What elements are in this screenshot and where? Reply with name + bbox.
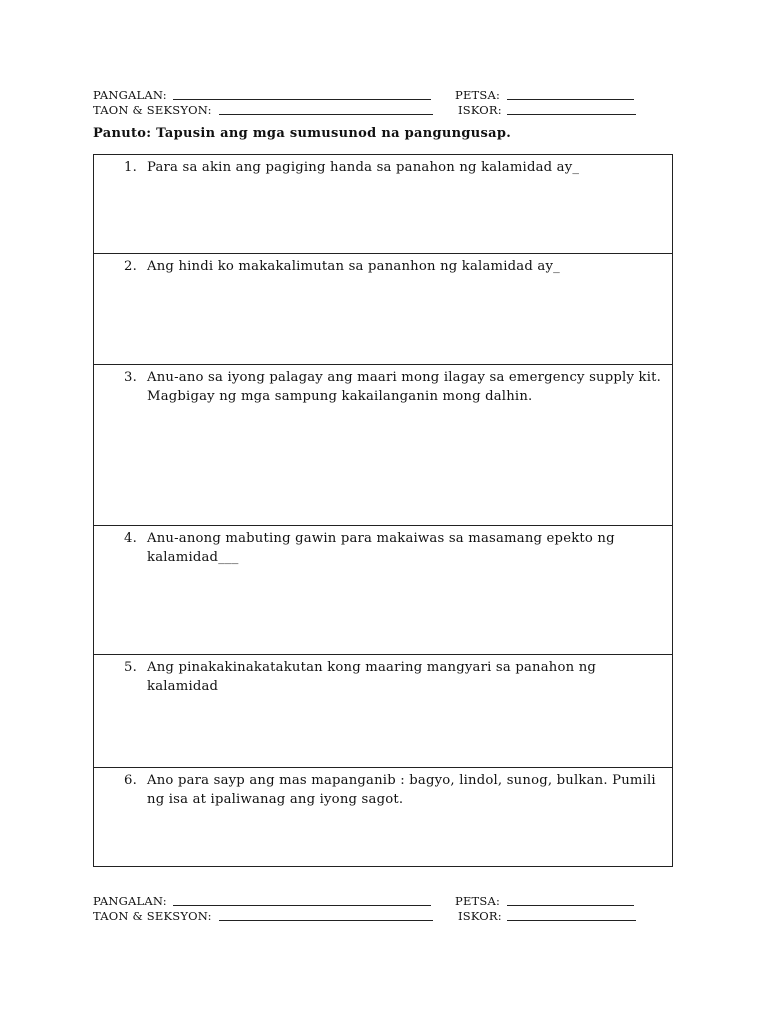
header-row-1 [93,88,653,103]
question-text: Ang hindi ko makakalimutan sa pananhon ng kalamidad ay_ [147,259,560,274]
name-field[interactable] [173,905,431,906]
footer-row-1 [93,894,653,909]
question-number: 5. [124,660,137,675]
question-row-2[interactable] [94,254,672,365]
section-label: TAON & SEKSYON: [93,909,212,923]
score-field[interactable] [507,114,636,115]
header-row-2 [93,103,653,118]
date-label: PETSA: [455,88,501,102]
question-row-4[interactable] [94,526,672,655]
date-field[interactable] [507,905,634,906]
footer-row-2 [93,909,653,924]
question-text: Ang pinakakinakatakutan kong maaring mangyari sa panahon ng kalamidad [147,660,597,694]
name-label: PANGALAN: [93,894,167,908]
header-info [93,88,653,118]
section-field[interactable] [219,920,433,921]
question-number: 2. [124,259,137,274]
question-row-5[interactable] [94,655,672,768]
question-text: Para sa akin ang pagiging handa sa panahon ng kalamidad ay_ [147,160,580,175]
name-label: PANGALAN: [93,88,167,102]
question-number: 3. [124,370,137,385]
questions-table [93,154,673,867]
score-label: ISKOR: [458,909,502,923]
question-text: Anu-anong mabuting gawin para makaiwas sa masamang epekto ng kalamidad___ [147,531,615,565]
name-field[interactable] [173,99,431,100]
question-number: 4. [124,531,137,546]
question-text: Ano para sayp ang mas mapanganib : bagyo, lindol, sunog, bulkan. Pumili ng isa at ipaliwanag ang iyong sagot. [147,773,656,807]
section-label: TAON & SEKSYON: [93,103,212,117]
section-field[interactable] [219,114,433,115]
score-label: ISKOR: [458,103,502,117]
directions-text: Panuto: Tapusin ang mga sumusunod na pangungusap. [93,126,512,141]
footer-info [93,894,653,924]
date-field[interactable] [507,99,634,100]
question-row-1[interactable] [94,155,672,254]
question-number: 6. [124,773,137,788]
score-field[interactable] [507,920,636,921]
question-number: 1. [124,160,137,175]
date-label: PETSA: [455,894,501,908]
question-row-6[interactable] [94,768,672,866]
question-text: Anu-ano sa iyong palagay ang maari mong ilagay sa emergency supply kit. Magbigay ng mga sampung kakailanganin mong dalhin. [147,370,661,404]
question-row-3[interactable] [94,365,672,526]
